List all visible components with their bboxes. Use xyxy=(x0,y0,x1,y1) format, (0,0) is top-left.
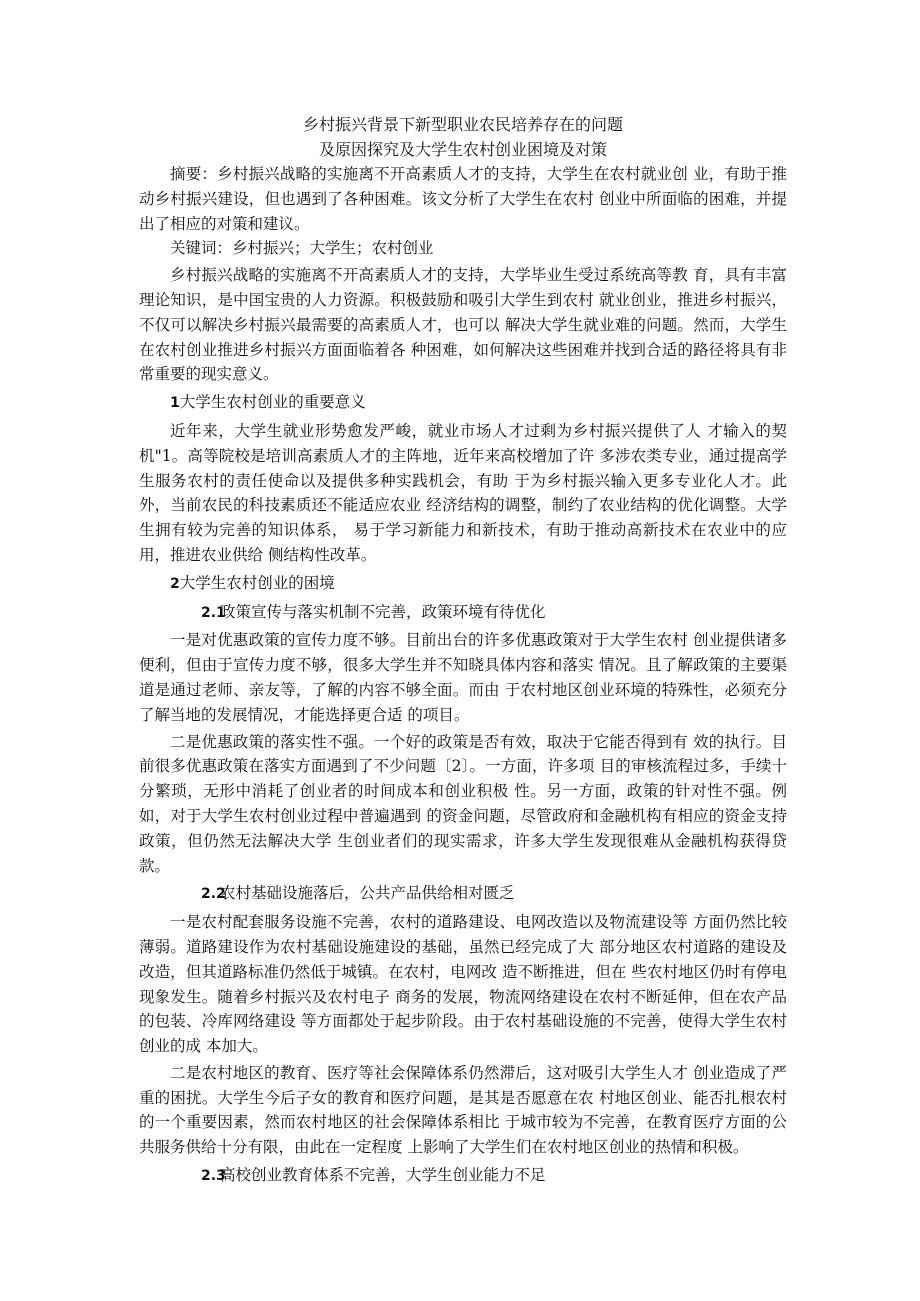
abstract: 摘要：乡村振兴战略的实施离不开高素质人才的支持，大学生在农村就业创 业，有助于推动乡村振兴建设，但也遇到了各种困难。该文分析了大学生在农村 创业中所面临的困难，并提出了相应的对策和建议。 xyxy=(139,165,787,233)
section-2-3-heading xyxy=(139,1163,787,1189)
section-2-2-paragraph-1: 一是农村配套服务设施不完善，农村的道路建设、电网改造以及物流建设等 方面仍然比较薄弱。道路建设作为农村基础设施建设的基础，虽然已经完成了大 部分地区农村道路的建设及改造，但其道路标准仍然低于城镇。在农村，电网改 造不断推进，但在 些农村地区仍时有停电现象发生。随着乡村振兴及农村电子 商务的发展，物流网络建设在农村不断延伸，但在农产品的包装、冷库网络建设 等方面都处于起步阶段。由于农村基础设施的不完善，使得大学生农村创业的成 本加大。 xyxy=(139,913,787,1056)
section-2-2-number: 2.2 xyxy=(201,886,226,903)
section-2-3-number: 2.3 xyxy=(201,1168,226,1185)
section-1-title: 大学生农村创业的重要意义 xyxy=(179,393,366,412)
section-2-1-paragraph-2: 二是优惠政策的落实性不强。一个好的政策是否有效，取决于它能否得到有 效的执行。目前很多优惠政策在落实方面遇到了不少问题〔2〕。一方面，许多项 目的审核流程过多，手续十分繁琐，无形中消耗了创业者的时间成本和创业积极 性。另一方面，政策的针对性不强。例如，对于大学生农村创业过程中普遍遇到 的资金问题，尽管政府和金融机构有相应的资金支持政策，但仍然无法解决大学 生创业者们的现实需求，许多大学生发现很难从金融机构获得贷款。 xyxy=(139,732,787,875)
section-2-1-title: 政策宣传与落实机制不完善，政策环境有待优化 xyxy=(220,602,546,621)
section-1-number: 1 xyxy=(170,395,180,412)
section-1-heading xyxy=(139,390,787,416)
section-2-title: 大学生农村创业的困境 xyxy=(179,573,335,592)
section-2-2-paragraph-2: 二是农村地区的教育、医疗等社会保障体系仍然滞后，这对吸引大学生人才 创业造成了严重的困扰。大学生今后子女的教育和医疗问题，是其是否愿意在农 村地区创业、能否扎根农村的一个重要因素，然而农村地区的社会保障体系相比 于城市较为不完善，在教育医疗方面的公共服务供给十分有限，由此在一定程度 上影响了大学生们在农村地区创业的热情和积极。 xyxy=(139,1063,787,1157)
title-line-1: 乡村振兴背景下新型职业农民培养存在的问题 xyxy=(302,115,623,134)
section-2-1-heading xyxy=(139,600,787,626)
section-2-3-title: 高校创业教育体系不完善，大学生创业能力不足 xyxy=(220,1166,546,1185)
title-line-2: 及原因探究及大学生农村创业困境及对策 xyxy=(318,140,607,159)
keywords: 关键词：乡村振兴；大学生；农村创业 xyxy=(170,239,434,258)
section-2-2-heading xyxy=(139,881,787,907)
document-body xyxy=(139,112,787,1192)
section-2-number: 2 xyxy=(170,575,180,592)
section-1-paragraph-1: 近年来，大学生就业形势愈发严峻，就业市场人才过剩为乡村振兴提供了人 才输入的契机"1。高等院校是培训高素质人才的主阵地，近年来高校增加了许 多涉农类专业，通过提高学生服务农村的责任使命以及提供多种实践机会，有助 于为乡村振兴输入更多专业化人才。此外，当前农民的科技素质还不能适应农业 经济结构的调整，制约了农业结构的优化调整。大学生拥有较为完善的知识体系， 易于学习新能力和新技术，有助于推动高新技术在农业中的应用，推进农业供给 侧结构性改革。 xyxy=(139,421,787,564)
section-2-1-paragraph-1: 一是对优惠政策的宣传力度不够。目前出台的许多优惠政策对于大学生农村 创业提供诸多便利，但由于宣传力度不够，很多大学生并不知晓具体内容和落实 情况。且了解政策的主要渠道是通过老师、亲友等，了解的内容不够全面。而由 于农村地区创业环境的特殊性，必须充分了解当地的发展情况，才能选择更合适 的项目。 xyxy=(139,631,787,724)
section-2-heading xyxy=(139,571,787,597)
section-2-2-title: 农村基础设施落后，公共产品供给相对匮乏 xyxy=(220,884,515,903)
section-2-1-number: 2.1 xyxy=(201,604,226,621)
intro-paragraph: 乡村振兴战略的实施离不开高素质人才的支持，大学毕业生受过系统高等教 育，具有丰富理论知识，是中国宝贵的人力资源。积极鼓励和吸引大学生到农村 就业创业，推进乡村振兴，不仅可以解决乡村振兴最需要的高素质人才，也可以 解决大学生就业难的问题。然而，大学生在农村创业推进乡村振兴方面面临着各 种困难，如何解决这些困难并找到合适的路径将具有非常重要的现实意义。 xyxy=(139,266,787,384)
